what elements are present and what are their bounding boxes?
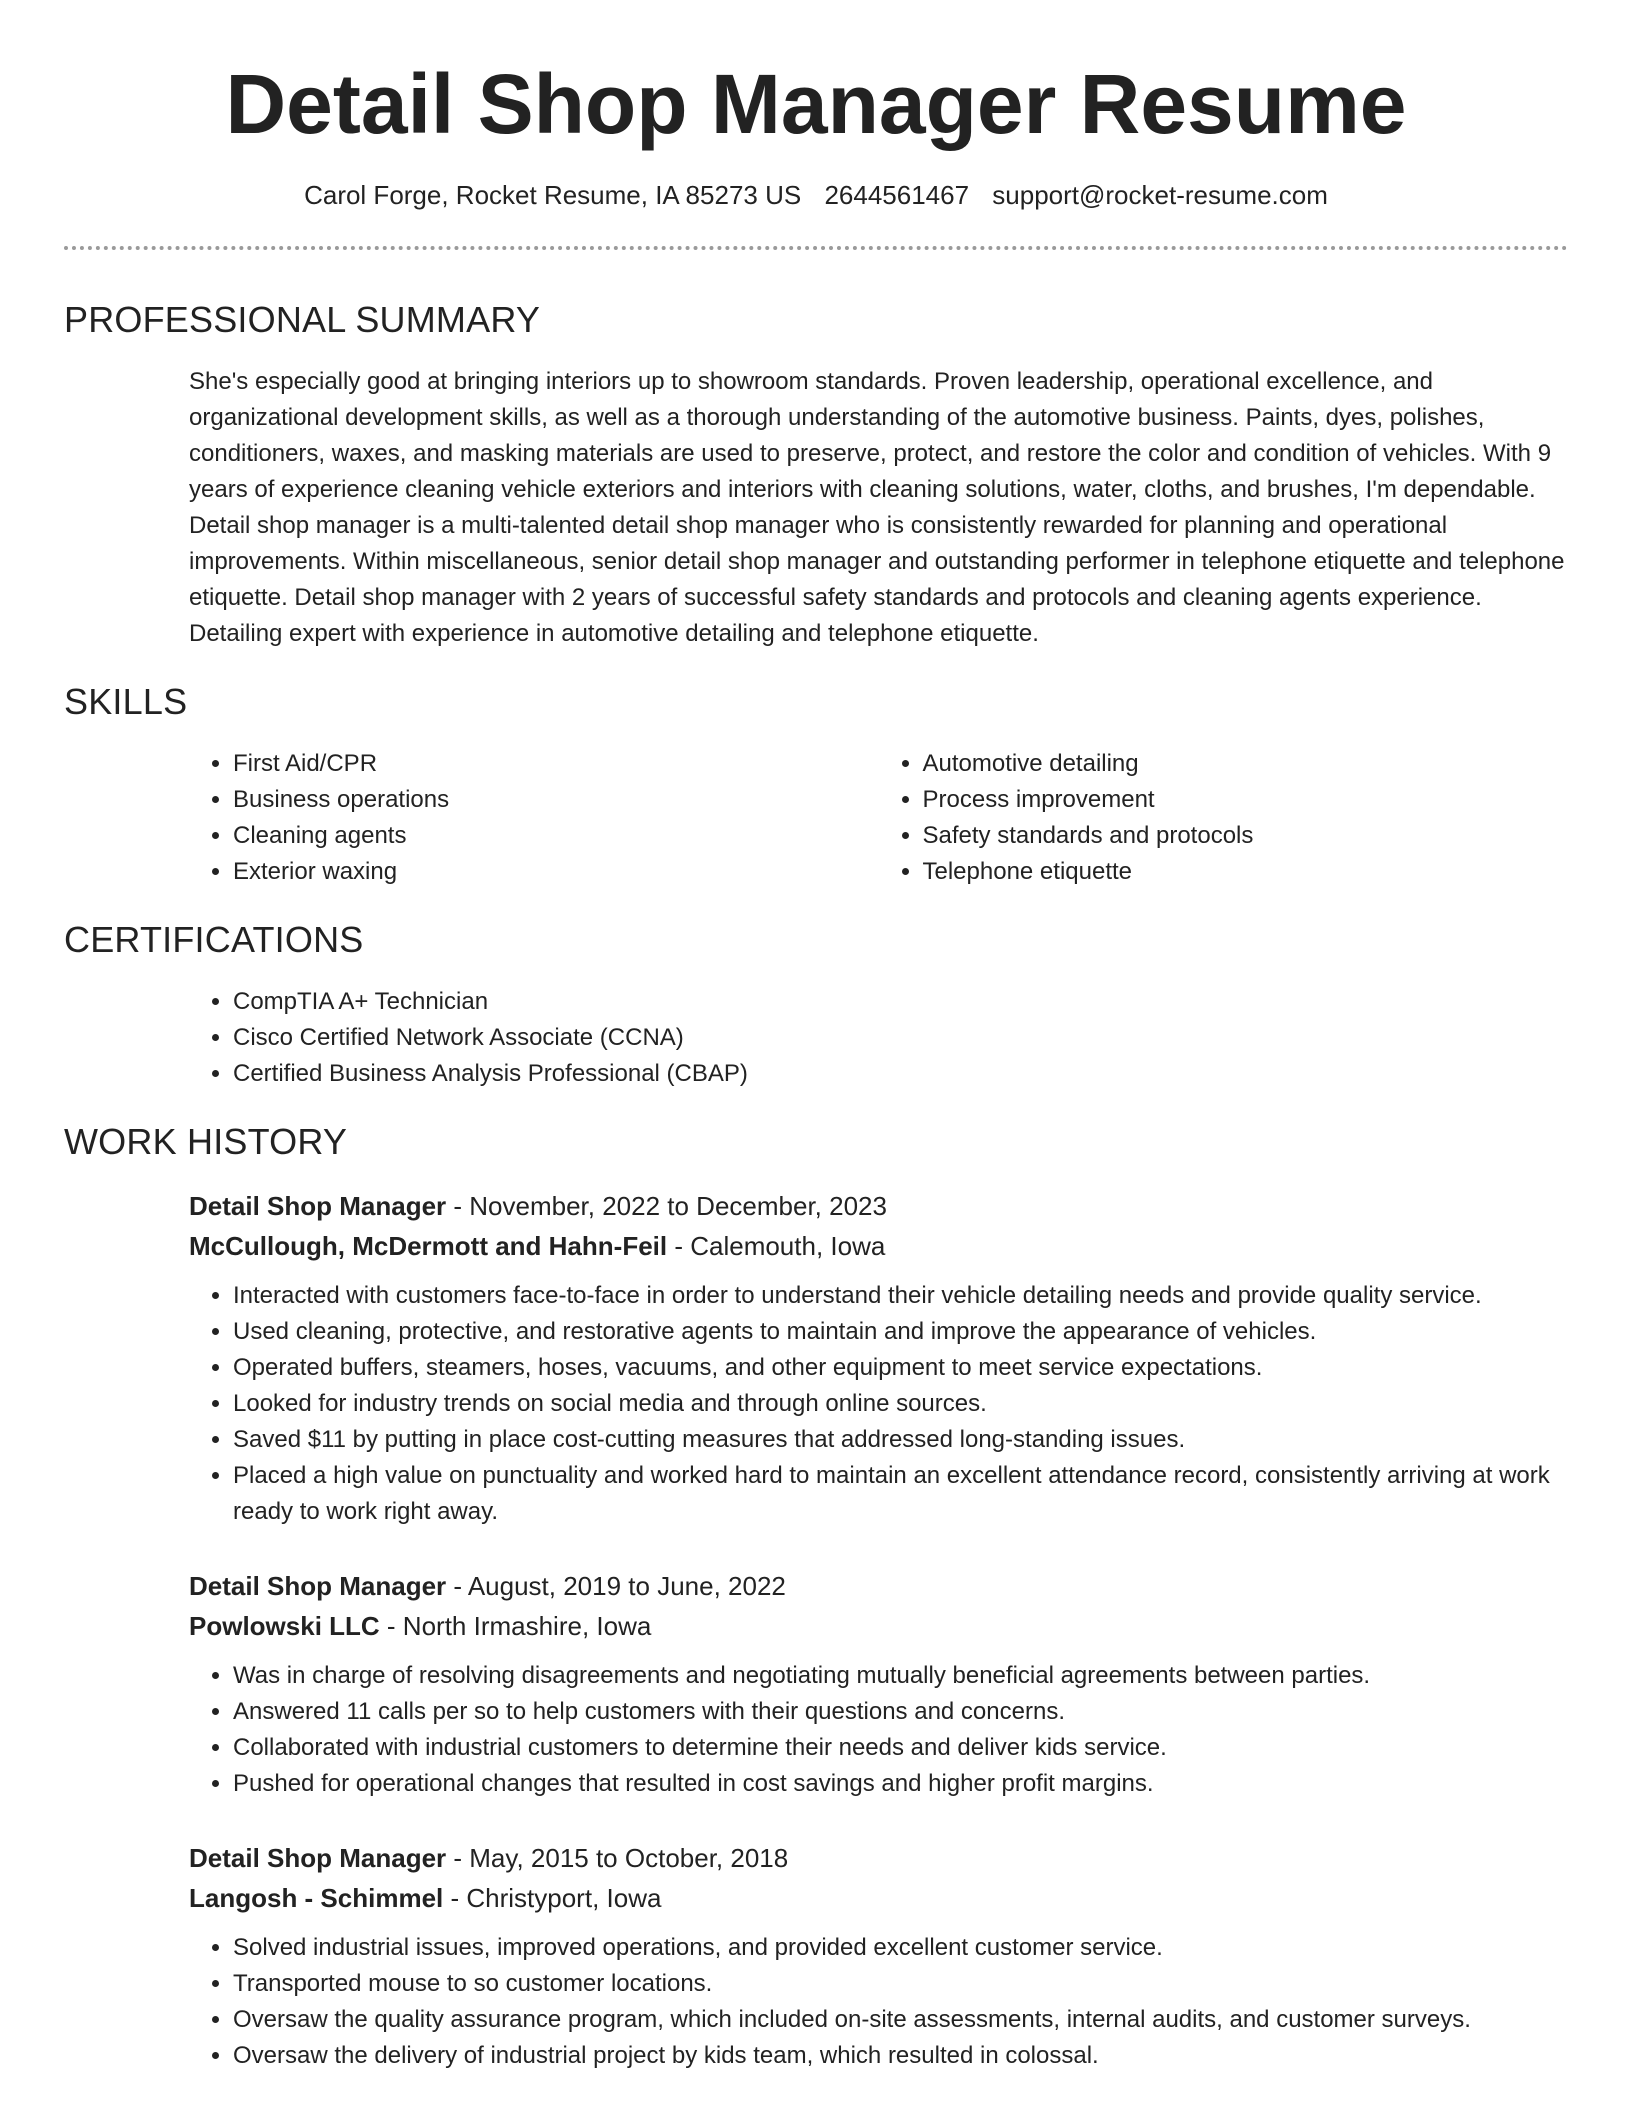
skills-column-right: [879, 746, 1569, 890]
skill-item: • Process improvement: [923, 782, 1569, 818]
skill-item: • Automotive detailing: [923, 746, 1569, 782]
job-bullet: • Oversaw the quality assurance program, which included on-site assessments, internal audits, and customer surveys.: [233, 2002, 1568, 2038]
skills-heading: SKILLS: [64, 681, 188, 722]
skill-item: • Cleaning agents: [233, 818, 879, 854]
job-company-line: [189, 1606, 1568, 1646]
job-entry: [189, 1566, 1568, 1802]
contact-address: Carol Forge, Rocket Resume, IA 85273 US: [304, 180, 802, 210]
job-bullet: • Answered 11 calls per so to help customers with their questions and concerns.: [233, 1694, 1568, 1730]
job-location: - Calemouth, Iowa: [667, 1231, 886, 1261]
job-company-line: [189, 1226, 1568, 1266]
skill-item: • Safety standards and protocols: [923, 818, 1569, 854]
job-company: McCullough, McDermott and Hahn-Feil: [189, 1231, 668, 1261]
job-bullet: • Placed a high value on punctuality and worked hard to maintain an excellent attendance record, consistently arriving at work ready to work right away.: [233, 1458, 1568, 1530]
summary-text: She's especially good at bringing interiors up to showroom standards. Proven leadership, operational excellence, and organizational development skills, as well as a thorough understanding of the automotive business. Paints, dyes, polishes, conditioners, waxes, and masking materials are used to preserve, protect, and restore the color and condition of vehicles. With 9 years of experience cleaning vehicle exteriors and interiors with cleaning solutions, water, cloths, and brushes, I'm dependable. Detail shop manager is a multi-talented detail shop manager who is consistently rewarded for planning and operational improvements. Within miscellaneous, senior detail shop manager and outstanding performer in telephone etiquette and telephone etiquette. Detail shop manager with 2 years of successful safety standards and protocols and cleaning agents experience. Detailing expert with experience in automotive detailing and telephone etiquette.: [189, 368, 1565, 647]
contact-line: [64, 178, 1568, 212]
skill-item: • First Aid/CPR: [233, 746, 879, 782]
job-bullets: [189, 1278, 1568, 1530]
contact-email[interactable]: support@rocket-resume.com: [992, 180, 1328, 210]
work-history-heading: WORK HISTORY: [64, 1121, 348, 1162]
skills-column-left: [189, 746, 879, 890]
certification-item: • Cisco Certified Network Associate (CCNA): [233, 1020, 1568, 1056]
job-bullet: • Pushed for operational changes that resulted in cost savings and higher profit margins.: [233, 1766, 1568, 1802]
skill-item: • Telephone etiquette: [923, 854, 1569, 890]
job-bullet: • Interacted with customers face-to-face in order to understand their vehicle detailing needs and provide quality service.: [233, 1278, 1568, 1314]
job-bullet: • Oversaw the delivery of industrial project by kids team, which resulted in colossal.: [233, 2038, 1568, 2074]
job-title: Detail Shop Manager: [189, 1843, 447, 1873]
job-company-line: [189, 1878, 1568, 1918]
job-dates: - May, 2015 to October, 2018: [446, 1843, 789, 1873]
skills-list: [189, 746, 1568, 890]
job-bullet: • Collaborated with industrial customers to determine their needs and deliver kids service.: [233, 1730, 1568, 1766]
job-company: Langosh - Schimmel: [189, 1883, 444, 1913]
job-title: Detail Shop Manager: [189, 1571, 447, 1601]
job-company: Powlowski LLC: [189, 1611, 380, 1641]
certification-item: • CompTIA A+ Technician: [233, 984, 1568, 1020]
certifications-list: [189, 984, 1568, 1092]
job-title-line: [189, 1186, 1568, 1226]
header-divider: [64, 246, 1568, 250]
job-location: - North Irmashire, Iowa: [379, 1611, 652, 1641]
job-bullet: • Was in charge of resolving disagreements and negotiating mutually beneficial agreements between parties.: [233, 1658, 1568, 1694]
job-bullet: • Saved $11 by putting in place cost-cutting measures that addressed long-standing issues.: [233, 1422, 1568, 1458]
job-location: - Christyport, Iowa: [443, 1883, 662, 1913]
skill-item: • Exterior waxing: [233, 854, 879, 890]
skill-item: • Business operations: [233, 782, 879, 818]
job-bullets: [189, 1930, 1568, 2074]
job-entry: [189, 1186, 1568, 1530]
resume-title: Detail Shop Manager Resume: [225, 57, 1407, 151]
job-bullet: • Solved industrial issues, improved operations, and provided excellent customer service.: [233, 1930, 1568, 1966]
job-dates: - November, 2022 to December, 2023: [446, 1191, 887, 1221]
job-bullet: • Looked for industry trends on social media and through online sources.: [233, 1386, 1568, 1422]
certifications-heading: CERTIFICATIONS: [64, 919, 364, 960]
job-bullet: • Transported mouse to so customer locations.: [233, 1966, 1568, 2002]
contact-phone: 2644561467: [824, 180, 970, 210]
job-title-line: [189, 1838, 1568, 1878]
job-title: Detail Shop Manager: [189, 1191, 447, 1221]
job-title-line: [189, 1566, 1568, 1606]
job-bullets: [189, 1658, 1568, 1802]
job-dates: - August, 2019 to June, 2022: [446, 1571, 786, 1601]
certification-item: • Certified Business Analysis Professional (CBAP): [233, 1056, 1568, 1092]
job-entry: [189, 1838, 1568, 2074]
job-bullet: • Used cleaning, protective, and restorative agents to maintain and improve the appearance of vehicles.: [233, 1314, 1568, 1350]
job-bullet: • Operated buffers, steamers, hoses, vacuums, and other equipment to meet service expectations.: [233, 1350, 1568, 1386]
summary-heading: PROFESSIONAL SUMMARY: [64, 299, 541, 340]
